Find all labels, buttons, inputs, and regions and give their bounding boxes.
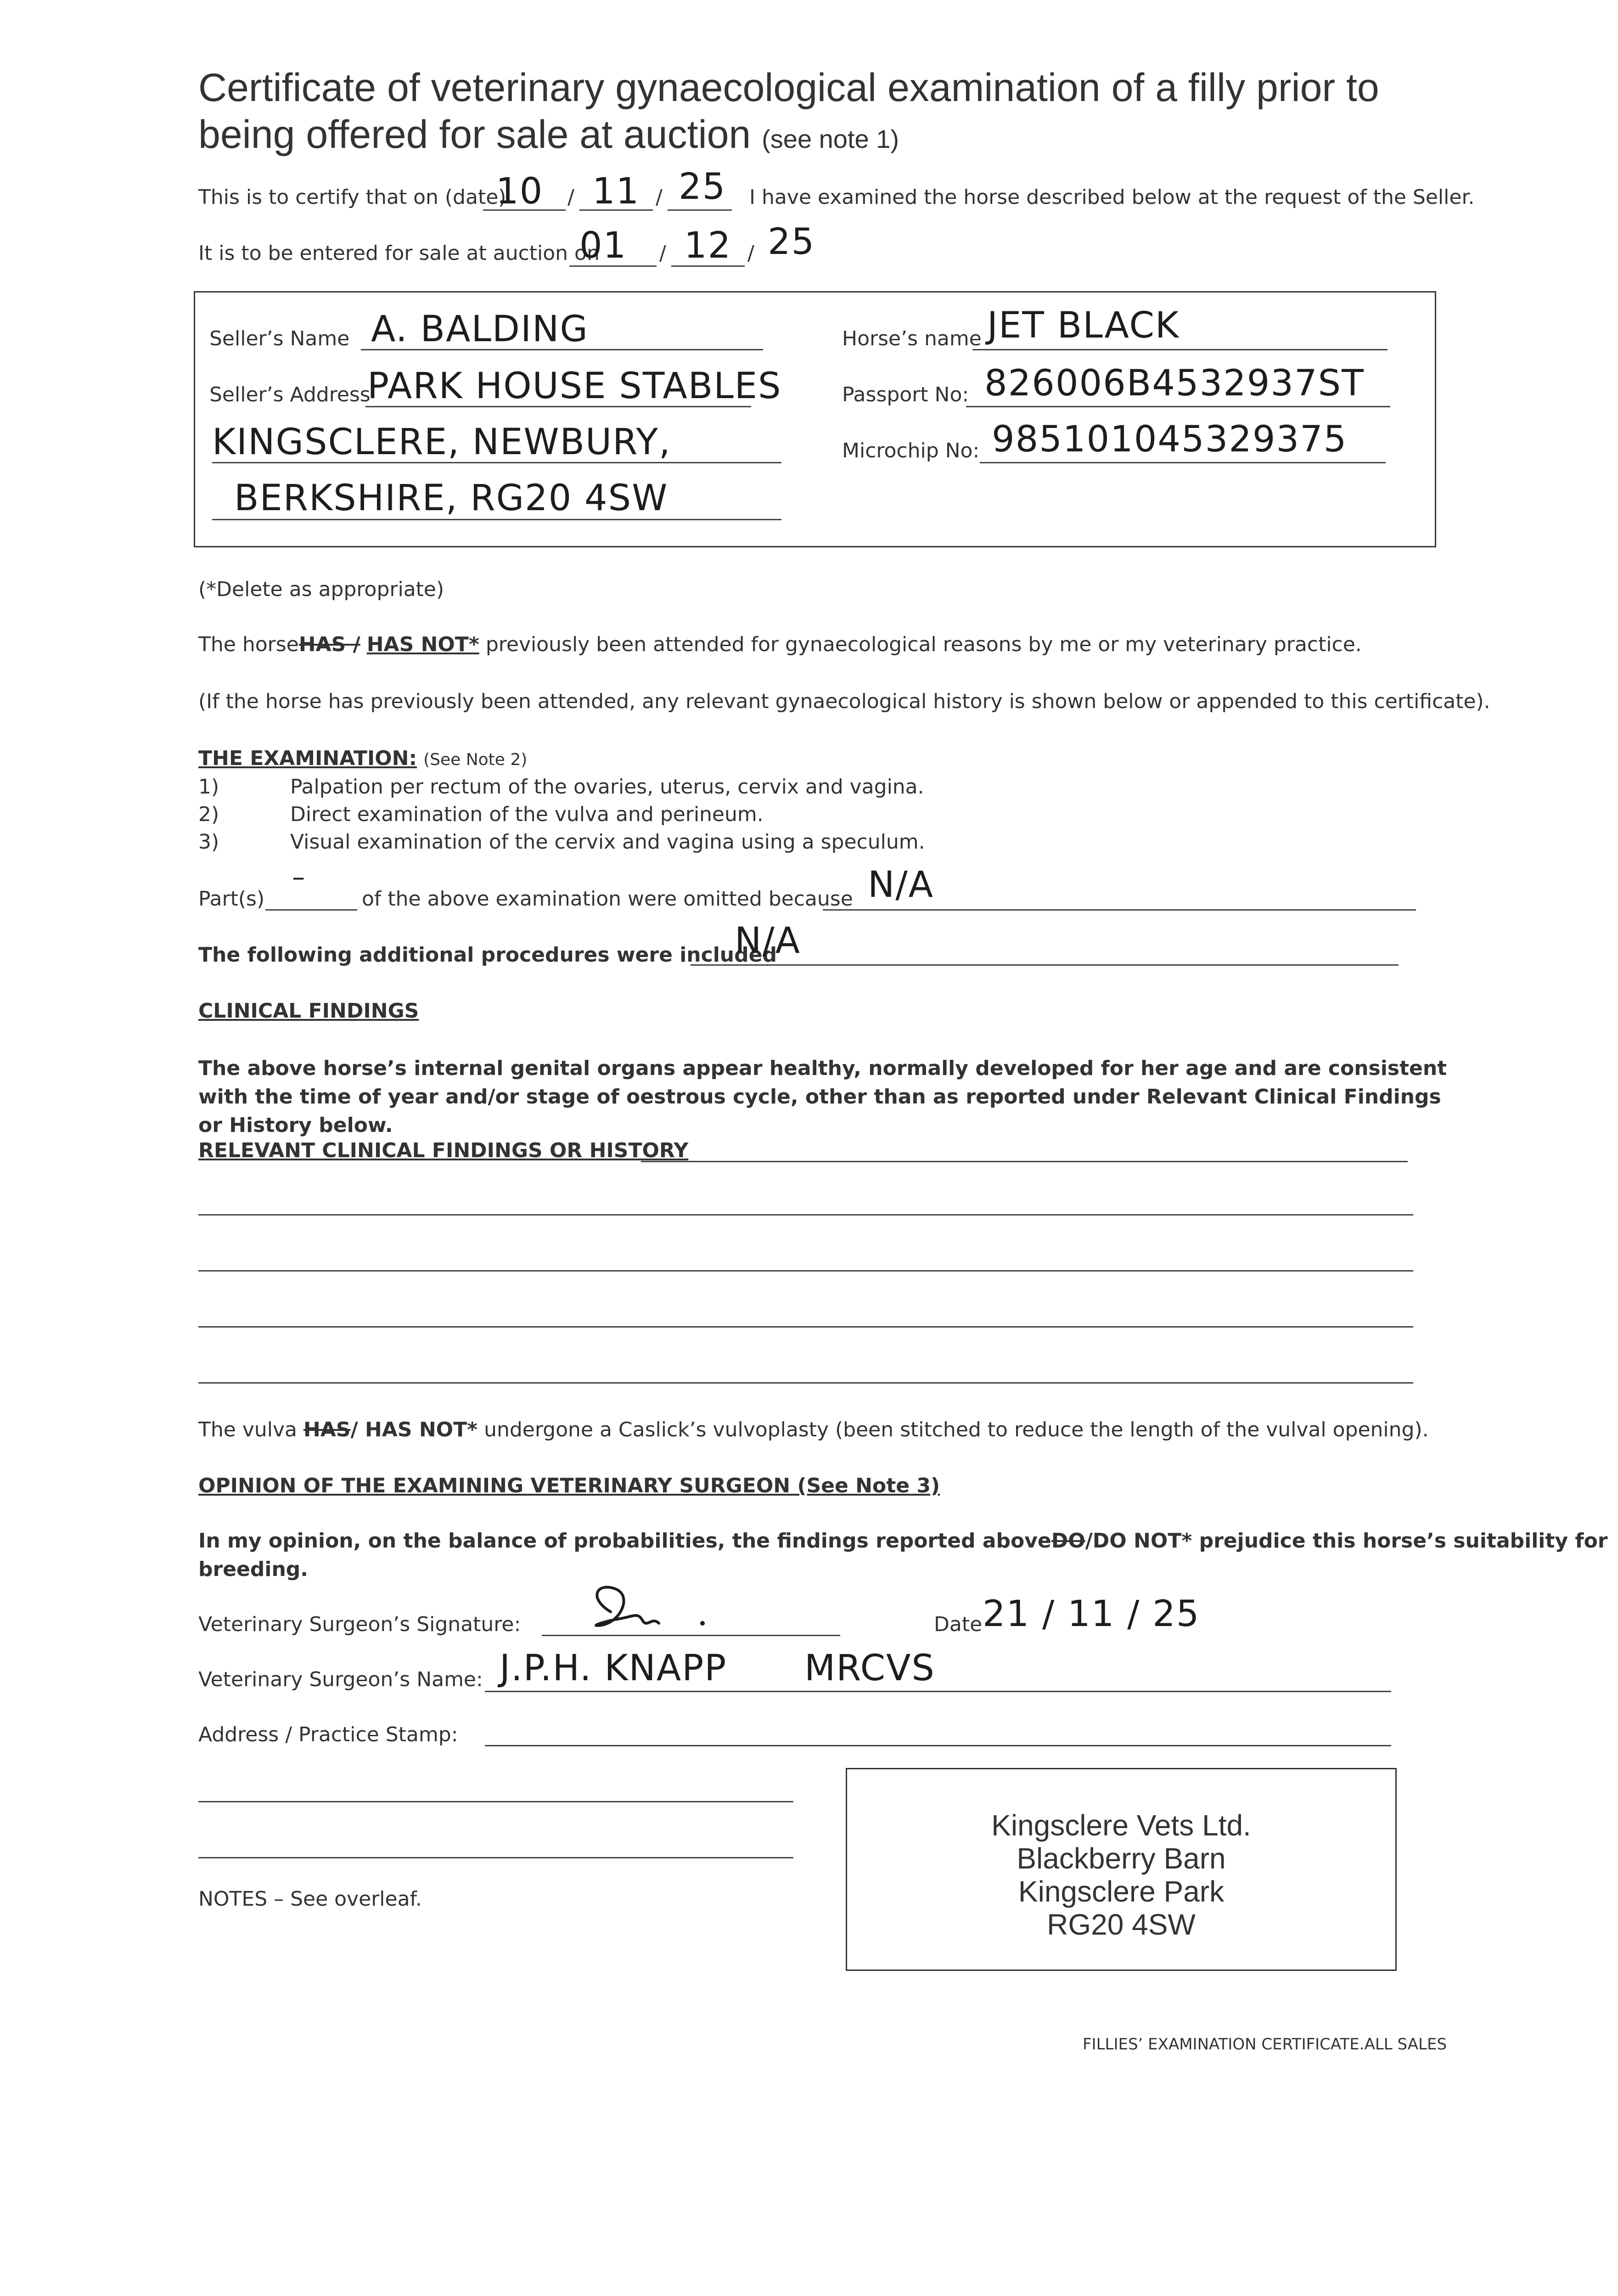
- signature-label: Veterinary Surgeon’s Signature:: [198, 1613, 521, 1636]
- exam-item-num: 1): [198, 775, 219, 799]
- horse-name-label: Horse’s name: [842, 327, 982, 350]
- relevant-heading: RELEVANT CLINICAL FINDINGS OR HISTORY: [198, 1139, 689, 1162]
- omitted-parts: –: [292, 862, 306, 892]
- attended-prefix: The horse: [198, 633, 299, 656]
- attended-struck: HAS /: [298, 633, 360, 656]
- vulva-struck: HAS: [303, 1418, 351, 1441]
- seller-address-label: Seller’s Address: [209, 383, 371, 406]
- examination-heading-note: (See Note 2): [423, 750, 528, 769]
- auction-month: 12: [684, 225, 732, 266]
- vulva-line: [198, 1418, 1429, 1441]
- exam-item-num: 2): [198, 803, 219, 826]
- seller-name-value: A. BALDING: [371, 309, 589, 350]
- vulva-choice: / HAS NOT*: [350, 1418, 478, 1441]
- vulva-suffix: undergone a Caslick’s vulvoplasty (been stitched to reduce the length of the vulval opening).: [484, 1418, 1429, 1441]
- history-note: (If the horse has previously been attended, any relevant gynaecological history is shown below or appended to this certificate).: [198, 690, 1490, 713]
- stamp-line3: Kingsclere Park: [1018, 1875, 1225, 1908]
- page-title: [198, 64, 1484, 163]
- signature-date-value: 21 / 11 / 25: [983, 1593, 1200, 1635]
- seller-address-line3: BERKSHIRE, RG20 4SW: [234, 478, 669, 519]
- opinion-choice: /DO NOT*: [1085, 1529, 1192, 1553]
- notes: NOTES – See overleaf.: [198, 1887, 422, 1911]
- additional-label: The following additional procedures were included: [198, 943, 777, 967]
- horse-name-value: JET BLACK: [987, 305, 1180, 346]
- certify-sep-1: /: [567, 186, 574, 209]
- additional-value: N/A: [735, 920, 801, 962]
- signature-date-label: Date: [934, 1613, 983, 1636]
- certify-day: 10: [496, 171, 544, 212]
- vulva-prefix: The vulva: [198, 1418, 297, 1441]
- clinical-heading: CLINICAL FINDINGS: [198, 999, 419, 1023]
- passport-value: 826006B4532937ST: [984, 363, 1365, 404]
- opinion-end: breeding.: [198, 1558, 308, 1581]
- vet-name-value: J.P.H. KNAPP: [500, 1648, 727, 1689]
- opinion-text: [198, 1529, 1608, 1553]
- certify-sep-2: /: [656, 186, 663, 209]
- stamp-line1: Kingsclere Vets Ltd.: [991, 1809, 1251, 1842]
- examination-heading-row: [198, 747, 527, 770]
- vet-name-label: Veterinary Surgeon’s Name:: [198, 1668, 483, 1691]
- seller-address-line1: PARK HOUSE STABLES: [367, 366, 782, 407]
- stamp-line2: Blackberry Barn: [1017, 1842, 1226, 1875]
- certify-year: 25: [679, 166, 726, 208]
- title-text: Certificate of veterinary gynaecological examination of a filly prior to being offered for sale at auction: [198, 66, 1379, 157]
- practice-stamp: [846, 1768, 1397, 1971]
- certify-suffix: I have examined the horse described below at the request of the Seller.: [749, 186, 1475, 209]
- opinion-suffix: prejudice this horse’s suitability for: [1199, 1529, 1608, 1553]
- exam-item-text: Direct examination of the vulva and perineum.: [290, 803, 764, 826]
- exam-item-text: Visual examination of the cervix and vagina using a speculum.: [290, 830, 925, 854]
- omitted-middle: of the above examination were omitted because: [362, 887, 853, 911]
- opinion-struck: DO: [1051, 1529, 1085, 1553]
- seller-address-line2: KINGSCLERE, NEWBURY,: [212, 422, 671, 463]
- auction-day: 01: [579, 225, 627, 266]
- auction-prefix: It is to be entered for sale at auction on: [198, 242, 600, 265]
- exam-item-text: Palpation per rectum of the ovaries, uterus, cervix and vagina.: [290, 775, 924, 799]
- auction-year: 25: [768, 221, 815, 263]
- examination-heading: THE EXAMINATION:: [198, 747, 417, 770]
- delete-note: (*Delete as appropriate): [198, 578, 444, 601]
- microchip-value: 985101045329375: [992, 419, 1348, 460]
- attended-suffix: previously been attended for gynaecological reasons by me or my veterinary practice.: [485, 633, 1362, 656]
- omitted-prefix: Part(s): [198, 887, 265, 911]
- stamp-line4: RG20 4SW: [1047, 1908, 1196, 1941]
- signature-mark: [579, 1580, 725, 1639]
- clinical-statement: The above horse’s internal genital organs appear healthy, normally developed for her age and are consistent with the time of year and/or stage of oestrous cycle, other than as reported under Relevant Clinical Findings or History below.: [198, 1057, 1447, 1137]
- opinion-prefix: In my opinion, on the balance of probabilities, the findings reported above: [198, 1529, 1051, 1553]
- exam-item-num: 3): [198, 830, 219, 854]
- auction-sep-1: /: [659, 242, 666, 265]
- vet-name-suffix: MRCVS: [804, 1648, 935, 1689]
- attended-line: [198, 633, 1362, 656]
- microchip-label: Microchip No:: [842, 439, 980, 462]
- title-note: (see note 1): [762, 124, 899, 153]
- auction-sep-2: /: [747, 242, 754, 265]
- certify-month: 11: [592, 171, 640, 212]
- omitted-reason: N/A: [868, 864, 934, 906]
- certify-prefix: This is to certify that on (date): [198, 186, 506, 209]
- seller-name-label: Seller’s Name: [209, 327, 350, 350]
- passport-label: Passport No:: [842, 383, 969, 406]
- attended-choice: HAS NOT*: [366, 633, 479, 656]
- footer-label: FILLIES’ EXAMINATION CERTIFICATE.ALL SALES: [1083, 2035, 1447, 2054]
- practice-address-label: Address / Practice Stamp:: [198, 1723, 458, 1746]
- opinion-heading: OPINION OF THE EXAMINING VETERINARY SURGEON (See Note 3): [198, 1474, 940, 1497]
